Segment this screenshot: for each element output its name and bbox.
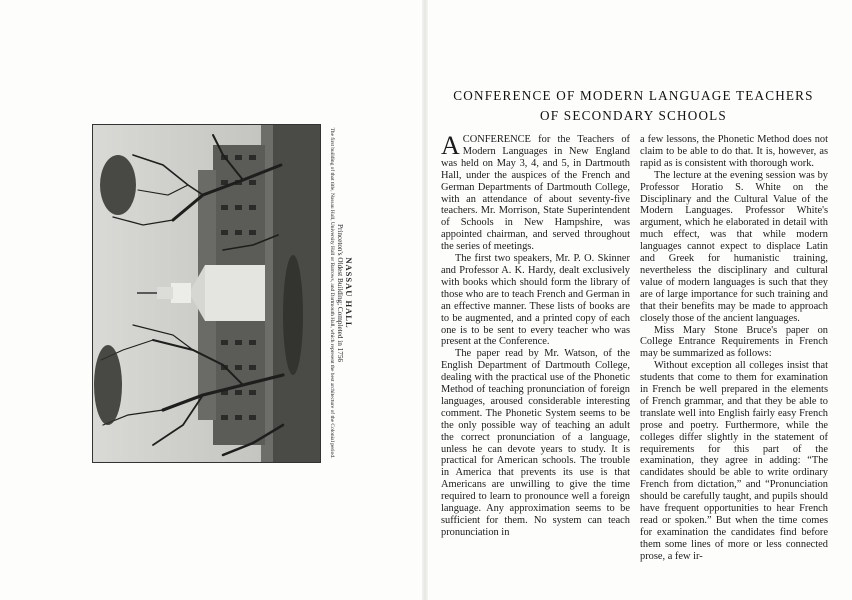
caption-rotated bbox=[328, 124, 354, 461]
paragraph: Without exception all colleges insist that students that come to them for examination in French be well prepared in the elements of French grammar, and that they be able to translate well into English fairly easy French prose and poetry. Furthermore, while the colleges differ slightly in the statement of requirements for this part of the examination, they agree in adding: “The candidates should be able to write ordinary French from dictation,” and “Pronunciation should be carefully taught, and pupils should have frequent opportunities to hear French read or spoken.” But when the time comes for examination the candidates find before them some lines of more or less connected prose, a few ir- bbox=[640, 360, 828, 562]
book-gutter bbox=[422, 0, 428, 600]
paragraph: a few lessons, the Phonetic Method does not claim to be able to do that. It is, however, as rapid as is consistent with thorough work. bbox=[640, 134, 828, 169]
photo-drawing bbox=[93, 125, 320, 462]
article-column-2 bbox=[640, 134, 828, 563]
paragraph: The paper read by Mr. Watson, of the English Department of Dartmouth College, dealing with the practical use of the Phonetic Method of teaching pronunciation of foreign languages, aroused considerable interesting comment. The Phonetic System seems to be the only possible way of teaching an adult the correct pronunciation of a language, unless he can devote years to study. It is practical for American schools. The trouble in America that prevents its use is that Americans are unwilling to give the time required to learn to pronounce well a foreign language. Any approximation seems to be sufficient for them. No system can teach pronunciation in bbox=[441, 348, 630, 538]
paragraph bbox=[441, 131, 630, 253]
article-column-1 bbox=[441, 131, 630, 539]
caption-note: The first building of that title, Nassau Hall, University Hall or Barrows, and Dartmouth Hall, which represent the best architecture of the Colonial period. bbox=[328, 127, 335, 458]
article-title-line-2: OF SECONDARY SCHOOLS bbox=[540, 108, 727, 123]
photo-caption bbox=[322, 124, 360, 461]
paragraph: The lecture at the evening session was by Professor Horatio S. White on the Disciplinary and the Cultural Value of the Modern Languages. Professor White's argument, which he elaborated in detail with much effect, was that while modern languages cannot expect to displace Latin and Greek for humanistic training, nevertheless the disciplinary and cultural value of modern languages is such that they are of large importance for such training and that their benefits may be made to approach closely those of the ancient languages. bbox=[640, 169, 828, 324]
photo-nassau-hall bbox=[92, 124, 321, 463]
paragraph: The first two speakers, Mr. P. O. Skinner and Professor A. K. Hardy, dealt exclusively with books which should form the library of those who are to teach French and German in an effective manner. These lists of books are to be augmented, and a printed copy of each one is to be sent to every teacher who was present at the Conference. bbox=[441, 253, 630, 348]
article-title-line-1: CONFERENCE OF MODERN LANGUAGE TEACHERS bbox=[453, 88, 814, 103]
article-title bbox=[440, 86, 827, 126]
caption-subtitle: Princeton's Oldest Building; Completed in 1756 bbox=[335, 223, 344, 362]
paragraph: Miss Mary Stone Bruce's paper on College Entrance Requirements in French may be summarized as follows: bbox=[640, 324, 828, 360]
drop-cap: A bbox=[441, 131, 460, 160]
paragraph-text: CONFERENCE for the Teachers of Modern Languages in New England was held on May 3, 4, and 5, in Dartmouth Hall, under the auspices of the French and German Departments of Dartmouth College, with an attendance of about seventy-five teachers. Mr. Morrison, State Superintendent of Schools in New Hampshire, was appointed chairman, and served throughout the series of meetings. bbox=[441, 134, 630, 253]
caption-title: NASSAU HALL bbox=[343, 256, 354, 329]
